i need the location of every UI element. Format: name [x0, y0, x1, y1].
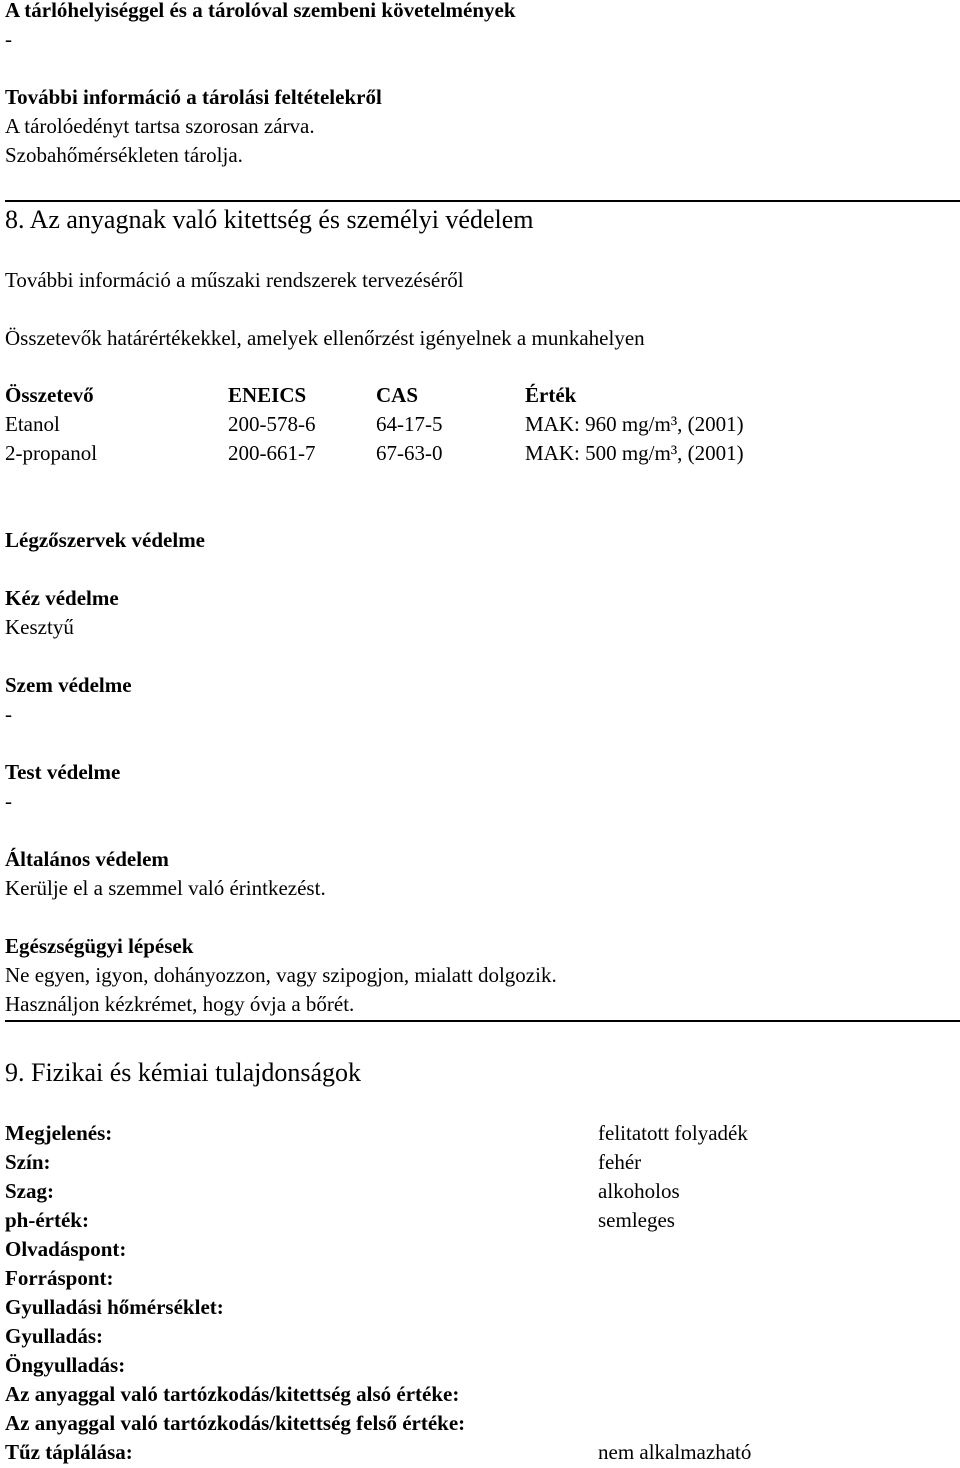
table-cell-eneics: 200-578-6 — [228, 412, 316, 436]
table-cell-component: Etanol — [5, 412, 60, 436]
property-label: Gyulladás: — [5, 1324, 104, 1348]
property-label: Gyulladási hőmérséklet: — [5, 1295, 224, 1319]
storage-further-info-heading: További információ a tárolási feltételekről — [5, 85, 382, 109]
property-label: Az anyaggal való tartózkodás/kitettség felső értéke: — [5, 1411, 466, 1435]
property-value: felitatott folyadék — [598, 1121, 748, 1145]
table-cell-value: MAK: 500 mg/m³, (2001) — [525, 441, 744, 465]
table-cell-cas: 67-63-0 — [376, 441, 443, 465]
property-value: fehér — [598, 1150, 642, 1174]
eye-protection-value: - — [5, 702, 12, 726]
hygiene-measures-line: Használjon kézkrémet, hogy óvja a bőrét. — [5, 992, 355, 1016]
hygiene-measures-heading: Egészségügyi lépések — [5, 934, 194, 958]
body-protection-heading: Test védelme — [5, 760, 121, 784]
property-label: Az anyaggal való tartózkodás/kitettség alsó értéke: — [5, 1382, 460, 1406]
property-label: Megjelenés: — [5, 1121, 113, 1145]
property-label: Szín: — [5, 1150, 51, 1174]
storage-info-line: A tárolóedényt tartsa szorosan zárva. — [5, 114, 315, 138]
storage-info-line: Szobahőmérsékleten tárolja. — [5, 143, 243, 167]
hand-protection-value: Kesztyű — [5, 615, 74, 639]
general-protection-value: Kerülje el a szemmel való érintkezést. — [5, 876, 326, 900]
table-cell-cas: 64-17-5 — [376, 412, 443, 436]
section-9-title: 9. Fizikai és kémiai tulajdonságok — [5, 1058, 361, 1087]
storage-requirements-value: - — [5, 27, 12, 51]
hand-protection-heading: Kéz védelme — [5, 586, 119, 610]
property-label: Olvadáspont: — [5, 1237, 127, 1261]
property-value: alkoholos — [598, 1179, 680, 1203]
property-label: ph-érték: — [5, 1208, 89, 1232]
section-divider — [5, 1020, 960, 1022]
table-cell-eneics: 200-661-7 — [228, 441, 316, 465]
table-header-value: Érték — [525, 383, 577, 407]
general-protection-heading: Általános védelem — [5, 847, 169, 871]
table-header-eneics: ENEICS — [228, 383, 307, 407]
table-cell-component: 2-propanol — [5, 441, 98, 465]
section-8-title: 8. Az anyagnak való kitettség és személyi védelem — [5, 205, 534, 234]
respiratory-protection-heading: Légzőszervek védelme — [5, 528, 206, 552]
property-label: Öngyulladás: — [5, 1353, 126, 1377]
property-label: Tűz táplálása: — [5, 1440, 133, 1464]
property-value: semleges — [598, 1208, 675, 1232]
engineering-info-heading: További információ a műszaki rendszerek tervezéséről — [5, 268, 464, 292]
property-label: Forráspont: — [5, 1266, 114, 1290]
body-protection-value: - — [5, 789, 12, 813]
table-cell-value: MAK: 960 mg/m³, (2001) — [525, 412, 744, 436]
table-header-component: Összetevő — [5, 383, 94, 407]
property-label: Szag: — [5, 1179, 54, 1203]
storage-requirements-heading: A tárlóhelyiséggel és a tárolóval szembeni követelmények — [5, 0, 516, 22]
eye-protection-heading: Szem védelme — [5, 673, 132, 697]
property-value: nem alkalmazható — [598, 1440, 752, 1464]
exposure-limits-heading: Összetevők határértékekkel, amelyek ellenőrzést igényelnek a munkahelyen — [5, 326, 645, 350]
hygiene-measures-line: Ne egyen, igyon, dohányozzon, vagy szipogjon, mialatt dolgozik. — [5, 963, 557, 987]
section-divider — [5, 200, 960, 202]
table-header-cas: CAS — [376, 383, 419, 407]
